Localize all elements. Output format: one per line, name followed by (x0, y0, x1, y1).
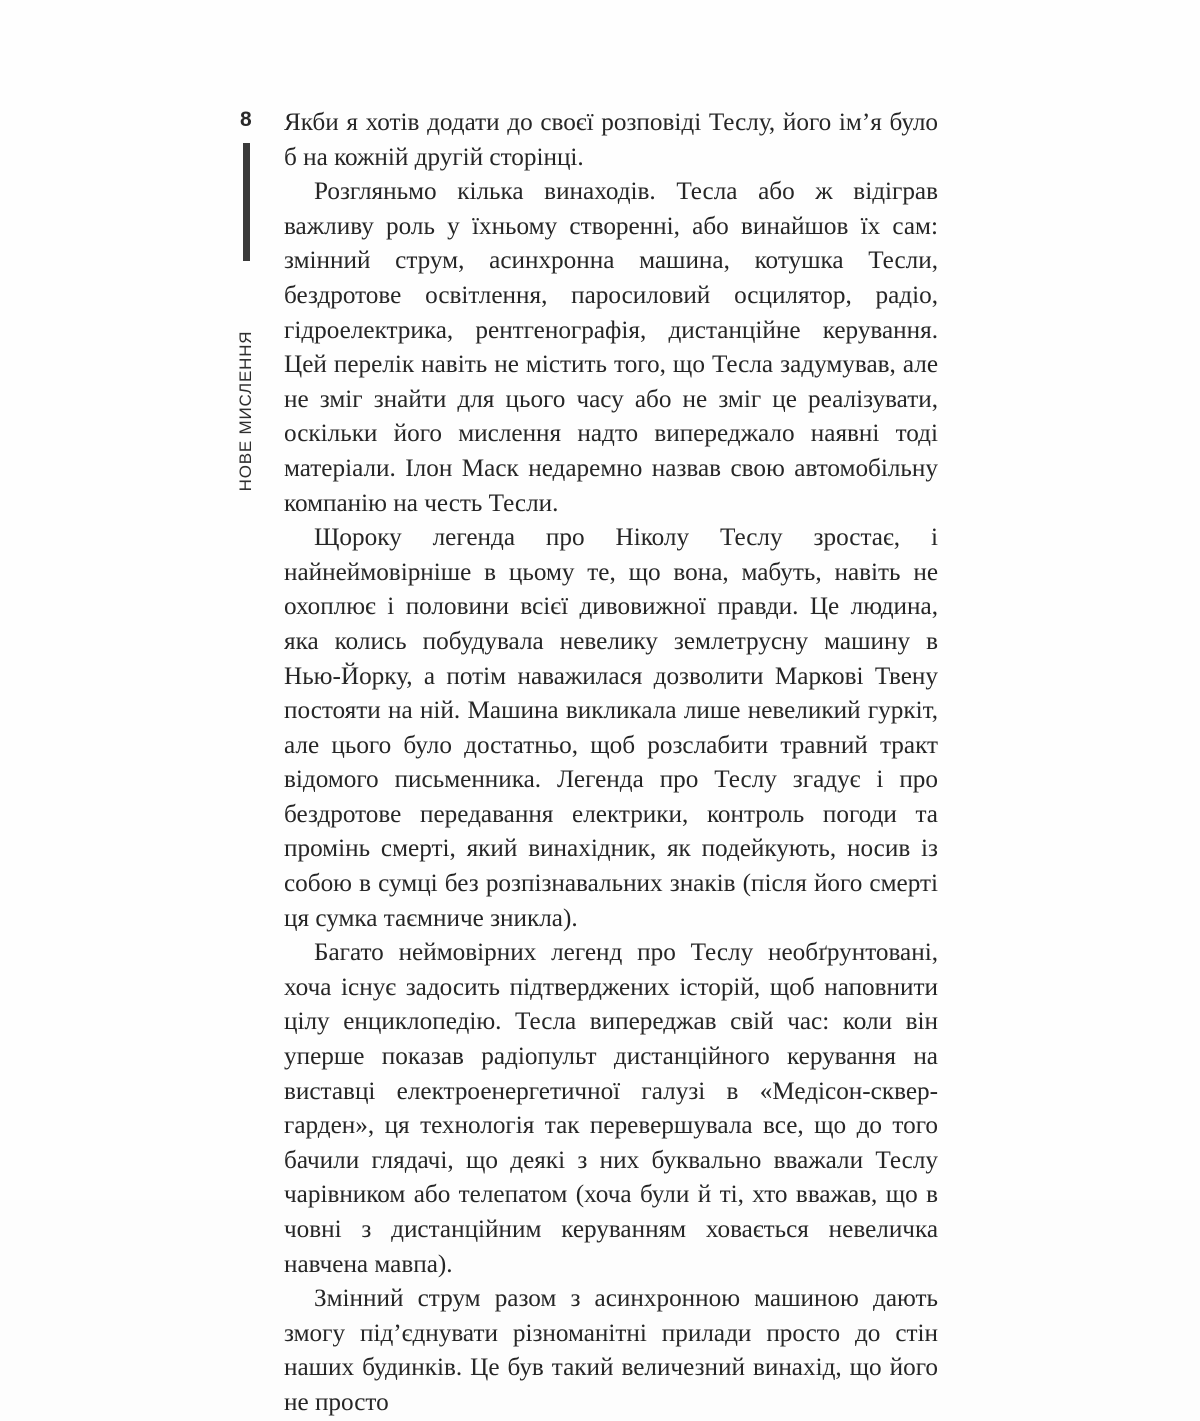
paragraph-1: Якби я хотів додати до своєї розповіді Теслу, його ім’я було б на кожній другій сторінці. (284, 109, 938, 171)
paragraph-5: Змінний струм разом з асинхронною машиною дають змогу під’єднувати різноманітні прилади просто до стін наших будинків. Це був такий величезний винахід, що його не просто (284, 1285, 938, 1416)
paragraph-4: Багато неймовірних легенд про Теслу необґрунтовані, хоча існує задосить підтверджених історій, щоб наповнити цілу енциклопедію. Тесла випереджав свій час: коли він уперше показав радіопульт дистанційного керування на виставці електроенергетичної галузі в «Медісон-сквер-гарден», ця технологія так перевершувала все, що до того бачили глядачі, що деякі з них буквально вважали Теслу чарівником або телепатом (хоча були й ті, хто вважав, що в човні з дистанційним керуванням ховається невеличка навчена мавпа). (284, 939, 938, 1278)
running-head-text: НОВЕ МИСЛЕННЯ (236, 330, 255, 492)
running-head-rule (243, 143, 250, 261)
page-number: 8 (240, 108, 252, 131)
paragraph-3: Щороку легенда про Ніколу Теслу зростає, і найнеймовірніше в цьому те, що вона, мабуть, навіть не охоплює і половини всієї дивовижної правди. Це людина, яка колись побудувала невелику землетрусну машину в Нью-Йорку, а потім наважилася дозволити Маркові Твену постояти на ній. Машина викликала лише невеликий гуркіт, але цього було достатньо, щоб розслабити травний тракт відомого письменника. Легенда про Теслу згадує і про бездротове передавання електрики, контроль погоди та промінь смерті, який винахідник, як подейкують, носив із собою в сумці без розпізнавальних знаків (після його смерті ця сумка таємниче зникла). (284, 524, 938, 932)
body-text (284, 106, 938, 1421)
running-head (234, 330, 258, 492)
paragraph-2: Розгляньмо кілька винаходів. Тесла або ж відіграв важливу роль у їхньому створенні, або винайшов їх сам: змінний струм, асинхронна машина, котушка Тесли, бездротове освітлення, паросиловий осцилятор, радіо, гідроелектрика, рентгенографія, дистанційне керування. Цей перелік навіть не містить того, що Тесла задумував, але не зміг знайти для цього часу або не зміг це реалізувати, оскільки його мислення надто випереджало наявні тоді матеріали. Ілон Маск недаремно назвав свою автомобільну компанію на честь Тесли. (284, 178, 938, 517)
